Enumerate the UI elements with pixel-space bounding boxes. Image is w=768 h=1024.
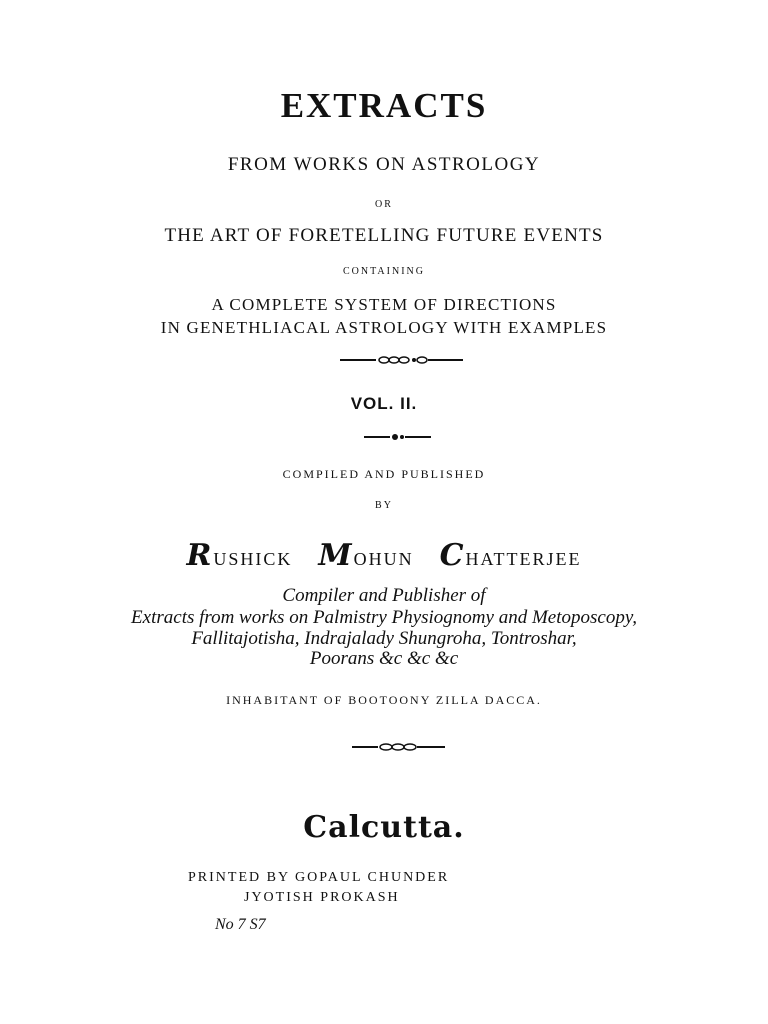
author-initial-r: R [186, 538, 214, 573]
compiled-published-line: COMPILED AND PUBLISHED [282, 467, 486, 481]
author-name [0, 538, 768, 573]
description-line-4: Poorans &c &c &c [309, 648, 459, 669]
author-initial-c: C [439, 538, 466, 573]
printer-line-2: JYOTISH PROKASH [244, 890, 400, 905]
press-number: No 7 S7 [215, 916, 266, 933]
ornament-divider-1 [0, 355, 768, 365]
volume-number: VOL. II. [350, 394, 418, 413]
city-name: Calcutta. [303, 810, 465, 845]
author-middle-name: OHUN [353, 549, 414, 569]
author-first-name: USHICK [213, 549, 293, 569]
ornament-divider-2 [0, 432, 768, 442]
containing-connector: CONTAINING [343, 266, 425, 277]
subtitle-astrology: FROM WORKS ON ASTROLOGY [227, 154, 541, 175]
by-connector: BY [375, 500, 393, 511]
description-line-1: Compiler and Publisher of [282, 585, 486, 606]
printer-line-1: PRINTED BY GOPAUL CHUNDER [188, 870, 450, 885]
system-line-1: A COMPLETE SYSTEM OF DIRECTIONS [211, 295, 557, 314]
subtitle-foretelling: THE ART OF FORETELLING FUTURE EVENTS [164, 225, 604, 246]
printer-block [188, 868, 449, 908]
system-line-2: IN GENETHLIACAL ASTROLOGY WITH EXAMPLES [160, 318, 608, 337]
author-initial-m: M [318, 538, 354, 573]
page-title: EXTRACTS [280, 86, 488, 125]
author-last-name: HATTERJEE [465, 549, 582, 569]
ornament-divider-3 [0, 742, 768, 752]
description-line-2: Extracts from works on Palmistry Physiognomy and Metoposcopy, [131, 607, 637, 628]
description-line-3: Fallitajotisha, Indrajalady Shungroha, Tontroshar, [191, 628, 577, 649]
or-connector: OR [375, 199, 393, 210]
inhabitant-line: INHABITANT OF BOOTOONY ZILLA DACCA. [226, 693, 542, 707]
